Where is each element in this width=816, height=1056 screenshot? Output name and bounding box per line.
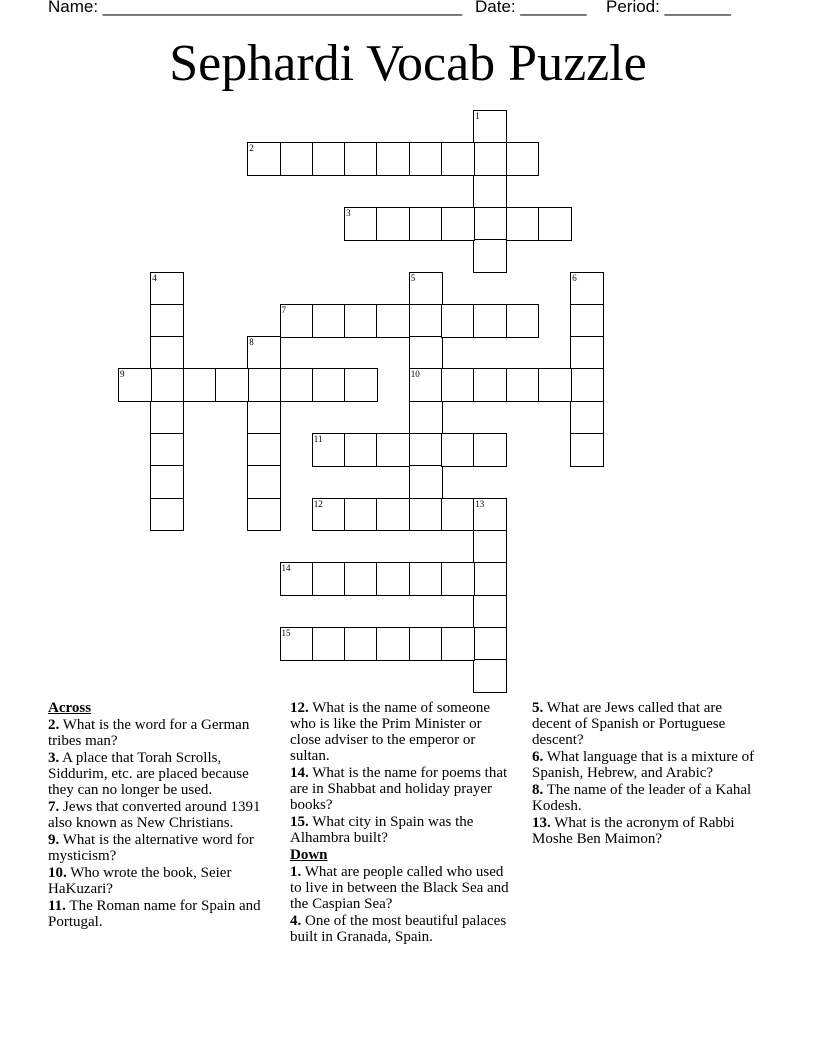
crossword-cell[interactable] [150,368,184,402]
crossword-cell[interactable] [473,239,507,273]
crossword-cell[interactable] [409,207,443,241]
clue-item [290,700,515,764]
crossword-cell[interactable] [473,595,507,629]
crossword-cell[interactable] [473,627,507,661]
clue-item [48,832,273,864]
clue-number: 12 [313,498,323,509]
crossword-cell[interactable] [441,142,475,176]
crossword-cell[interactable] [247,368,281,402]
clue-item [48,717,273,749]
clue-item-number: 10. [48,865,67,881]
clue-item-text: The name of the leader of a Kahal Kodesh. [532,782,752,814]
crossword-cell[interactable] [344,562,378,596]
across-heading: Across [48,700,92,716]
clue-item [290,864,515,912]
crossword-cell[interactable] [280,562,314,596]
crossword-cell[interactable] [183,368,217,402]
crossword-cell[interactable] [150,498,184,532]
clue-item-text: What are Jews called that are decent of Spanish or Portuguese descent? [532,700,726,748]
clue-item-number: 9. [48,832,60,848]
clue-item-text: One of the most beautiful palaces built in Granada, Spain. [290,913,507,945]
clue-item [48,898,273,930]
crossword-cell[interactable] [344,207,378,241]
crossword-cell[interactable] [344,142,378,176]
crossword-cell[interactable] [344,304,378,338]
down-clue-list [290,864,515,945]
crossword-cell[interactable] [473,498,507,532]
crossword-cell[interactable] [570,368,604,402]
clue-item [48,799,273,831]
crossword-cell[interactable] [247,433,281,467]
down-heading: Down [290,847,328,863]
crossword-cell[interactable] [376,142,410,176]
clue-item [532,815,762,847]
clue-item-number: 14. [290,765,309,781]
clue-item-text: What language that is a mixture of Spanish, Hebrew, and Arabic? [532,749,755,781]
clue-item-text: What city in Spain was the Alhambra built? [290,814,474,846]
clue-item [48,865,273,897]
clue-item [532,700,762,748]
crossword-cell[interactable] [473,304,507,338]
crossword-cell[interactable] [570,433,604,467]
clue-item-number: 1. [290,864,302,880]
crossword-cell[interactable] [280,368,314,402]
date-field[interactable]: Date: _______ [475,0,587,16]
crossword-cell[interactable] [473,142,507,176]
crossword-cell[interactable] [280,304,314,338]
clue-item [532,782,762,814]
clue-item-text: What is the name for poems that are in Shabbat and holiday prayer books? [290,765,508,813]
clue-item-number: 15. [290,814,309,830]
crossword-cell[interactable] [570,272,604,306]
crossword-cell[interactable] [344,368,378,402]
clue-item-number: 7. [48,799,60,815]
crossword-cell[interactable] [473,659,507,693]
clue-number: 4 [152,272,157,283]
clue-item-text: What is the acronym of Rabbi Moshe Ben Maimon? [532,815,735,847]
clue-item-text: Jews that converted around 1391 also known as New Christians. [48,799,261,831]
clue-number: 5 [410,272,416,283]
crossword-cell[interactable] [344,433,378,467]
clue-column-1 [48,700,273,931]
across-clue-list [48,717,273,930]
crossword-cell[interactable] [376,562,410,596]
clue-item-text: What is the word for a German tribes man? [48,717,250,749]
crossword-cell[interactable] [312,562,346,596]
clue-item-number: 2. [48,717,60,733]
clue-item [290,814,515,846]
crossword-cell[interactable] [441,207,475,241]
crossword-cell[interactable] [441,368,475,402]
clue-number: 8 [249,337,254,348]
crossword-cell[interactable] [506,368,540,402]
down-clue-list-continued [532,700,762,847]
crossword-cell[interactable] [473,368,507,402]
clue-item-number: 6. [532,749,544,765]
clue-item [48,750,273,798]
clue-number: 7 [281,304,286,315]
crossword-cell[interactable] [312,304,346,338]
crossword-cell[interactable] [538,368,572,402]
clue-item [532,749,762,781]
clue-number: 2 [249,143,254,154]
clue-item-number: 13. [532,815,551,831]
clue-item-number: 12. [290,700,309,716]
crossword-cell[interactable] [441,627,475,661]
clue-number: 6 [572,272,577,283]
crossword-cell[interactable] [441,304,475,338]
crossword-cell[interactable] [570,401,604,435]
crossword-cell[interactable] [344,627,378,661]
crossword-cell[interactable] [376,304,410,338]
crossword-cell[interactable] [215,368,249,402]
clue-item-number: 11. [48,898,66,914]
clue-number: 14 [281,563,291,574]
clue-item-number: 4. [290,913,302,929]
crossword-cell[interactable] [376,498,410,532]
crossword-cell[interactable] [280,627,314,661]
clue-column-2 [290,700,515,946]
crossword-cell[interactable] [441,433,475,467]
clue-number: 3 [346,207,351,218]
clue-number: 13 [475,498,485,509]
crossword-cell[interactable] [473,530,507,564]
crossword-cell[interactable] [118,368,152,402]
crossword-cell[interactable] [441,562,475,596]
crossword-cell[interactable] [409,433,443,467]
crossword-cell[interactable] [150,272,184,306]
crossword-cell[interactable] [150,433,184,467]
crossword-cell[interactable] [376,433,410,467]
crossword-cell[interactable] [312,368,346,402]
clue-number: 1 [475,111,480,121]
crossword-cell[interactable] [247,498,281,532]
clue-number: 10 [410,369,420,380]
crossword-cell[interactable] [409,562,443,596]
crossword-cell[interactable] [247,465,281,499]
crossword-cell[interactable] [473,175,507,209]
crossword-cell[interactable] [150,465,184,499]
clue-item-number: 3. [48,750,60,766]
clue-item [290,765,515,813]
crossword-cell[interactable] [247,142,281,176]
crossword-cell[interactable] [409,498,443,532]
clue-item-text: What are people called who used to live in between the Black Sea and the Caspian Sea? [290,864,509,912]
crossword-cell[interactable] [376,627,410,661]
crossword-cell[interactable] [441,498,475,532]
clue-item-number: 5. [532,700,544,716]
crossword-cell[interactable] [312,433,346,467]
clue-item-number: 8. [532,782,544,798]
clue-number: 15 [281,627,291,638]
clue-number: 9 [120,369,125,380]
crossword-cell[interactable] [473,433,507,467]
crossword-cell[interactable] [312,498,346,532]
crossword-cell[interactable] [473,562,507,596]
crossword-cell[interactable] [312,627,346,661]
crossword-cell[interactable] [247,336,281,370]
crossword-cell[interactable] [409,272,443,306]
clue-column-3 [532,700,762,848]
page-title: Sephardi Vocab Puzzle [169,35,647,92]
crossword-cell[interactable] [473,207,507,241]
crossword-cell[interactable] [409,368,443,402]
crossword-cell[interactable] [150,304,184,338]
clue-item-text: Who wrote the book, Seier HaKuzari? [48,865,232,897]
clue-item [290,913,515,945]
crossword-cell[interactable] [570,304,604,338]
crossword-cell[interactable] [506,304,540,338]
crossword-cell[interactable] [570,336,604,370]
crossword-cell[interactable] [344,498,378,532]
clue-item-text: What is the name of someone who is like the Prim Minister or close adviser to the emperor or sultan. [290,700,491,764]
crossword-cell[interactable] [376,207,410,241]
crossword-cell[interactable] [409,627,443,661]
crossword-cell[interactable] [506,142,540,176]
clue-item-text: A place that Torah Scrolls, Siddurim, etc. are placed because they can no longer be used. [48,750,249,798]
crossword-cell[interactable] [150,336,184,370]
name-field[interactable]: Name: ______________________________________ [48,0,463,16]
crossword-cell[interactable] [150,401,184,435]
crossword-cell[interactable] [473,110,507,144]
period-field[interactable]: Period: _______ [606,0,731,16]
crossword-cell[interactable] [409,304,443,338]
crossword-cell[interactable] [247,401,281,435]
crossword-cell[interactable] [506,207,540,241]
crossword-cell[interactable] [409,336,443,370]
crossword-cell[interactable] [409,401,443,435]
crossword-cell[interactable] [312,142,346,176]
crossword-cell[interactable] [409,465,443,499]
crossword-cell[interactable] [409,142,443,176]
clue-number: 11 [313,434,323,444]
across-clue-list-continued [290,700,515,846]
crossword-cell[interactable] [538,207,572,241]
clue-item-text: The Roman name for Spain and Portugal. [48,898,261,930]
clue-item-text: What is the alternative word for mysticism? [48,832,254,864]
crossword-cell[interactable] [280,142,314,176]
